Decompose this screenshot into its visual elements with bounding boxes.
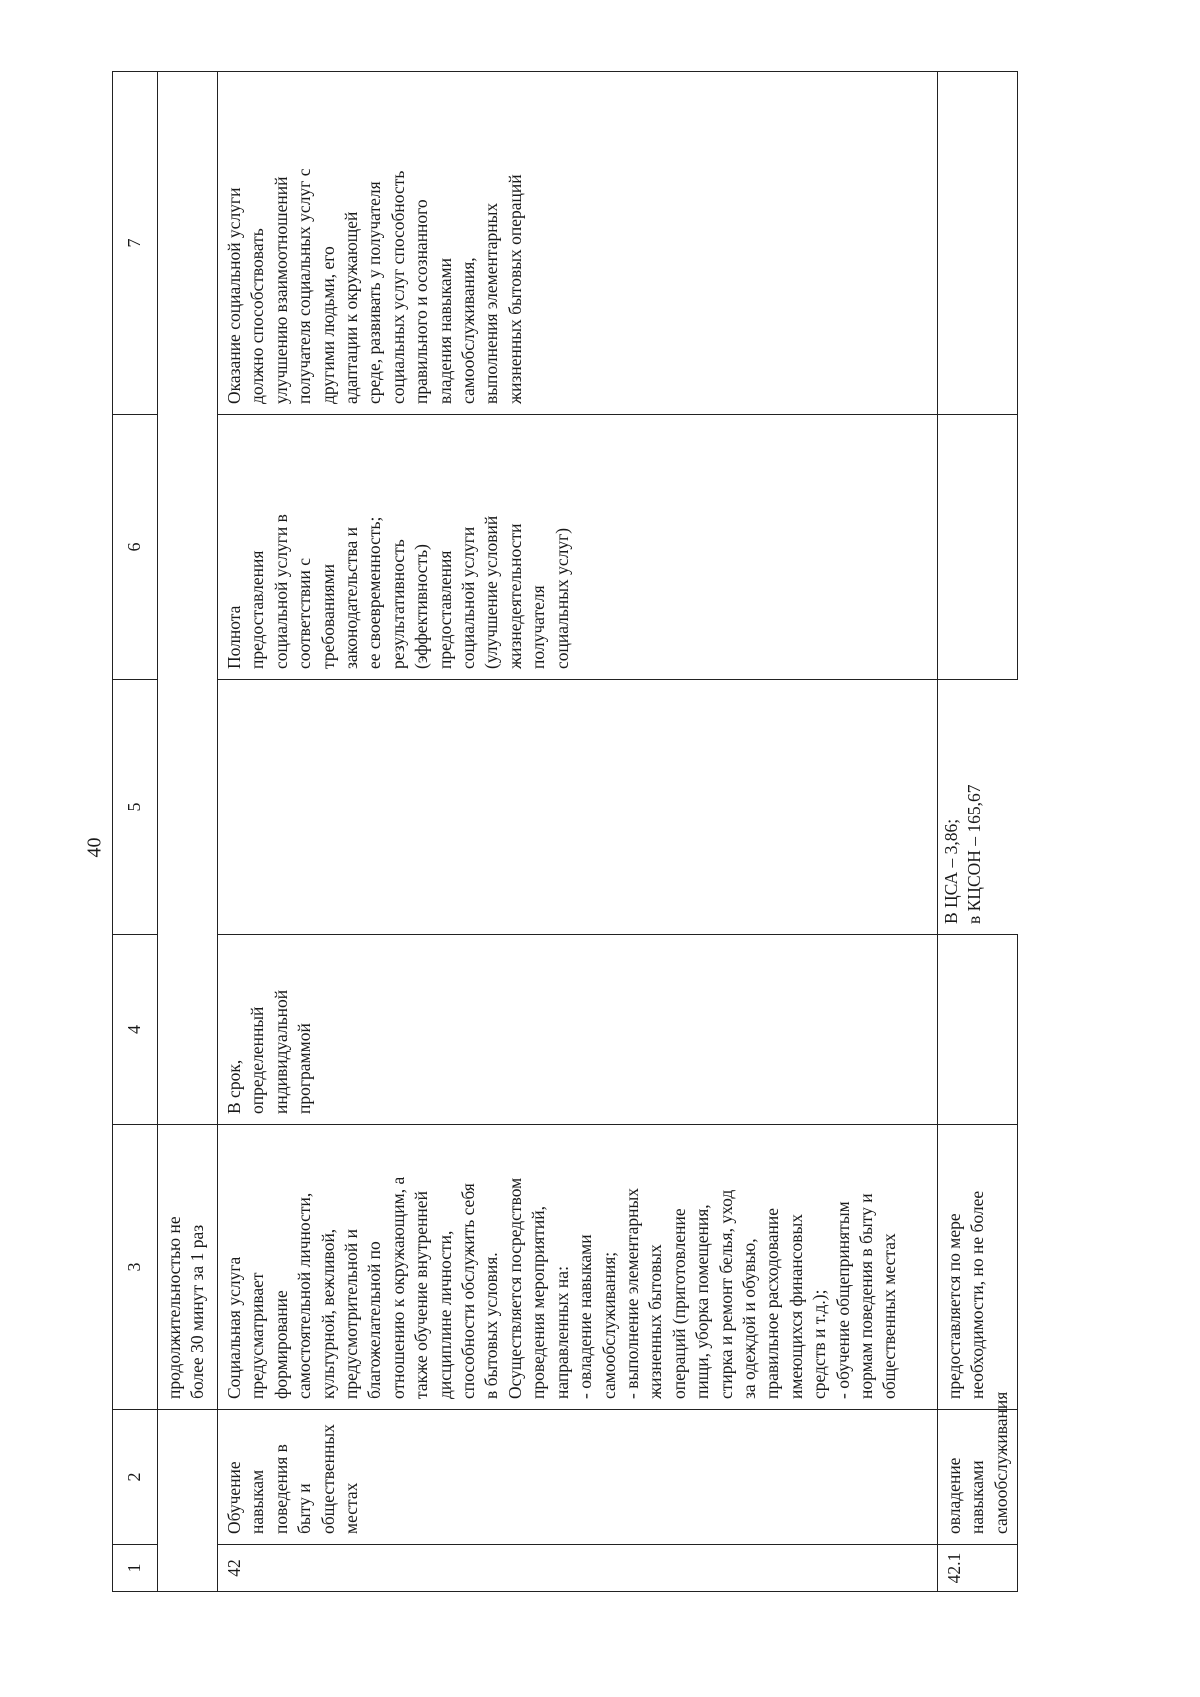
row-42-conditions: Оказание социальной услуги должно способствовать улучшению взаимоотношений получателя социальных услуг с другими людьми, его адаптации к окружающей среде, развивать у получателя социальных услуг способность правильного и осознанного владения навыками самообслуживания, выполнения элементарных жизненных бытовых операций [218,72,938,415]
row-42-1-tariff: В ЦСА – 3,86; в КЦСОН – 165,67 [938,680,1018,935]
row-42-1-conditions [938,72,1018,415]
row-42-service-name: Обучение навыкам поведения в быту и общественных местах [218,1410,938,1545]
cont-cell-2 [158,1410,218,1545]
row-42-1-service-name: овладение навыками самообслуживания [938,1410,1018,1545]
header-cell-6: 6 [113,415,158,680]
row-42-indicators: Полнота предоставления социальной услуги в соответствии с требованиями законодательства и ее своевременность; результативность (эффективность) предоставления социальной услуги (улучшение условий жизнедеятельности получателя социальных услуг) [218,415,938,680]
header-row [113,72,158,1592]
row-42-1-number: 42.1 [938,1545,1018,1592]
cont-cell-7 [158,72,218,415]
cont-cell-3: продолжительностью не более 30 минут за 1 раз [158,1125,218,1410]
header-cell-5: 5 [113,680,158,935]
row-42 [218,72,938,1592]
cont-cell-1 [158,1545,218,1592]
row-42-number: 42 [218,1545,938,1592]
page-number: 40 [83,837,106,858]
row-42-tariff [218,680,938,935]
cont-cell-6 [158,415,218,680]
row-42-1-term [938,935,1018,1125]
cont-cell-5 [158,680,218,935]
row-42-1-indicators [938,415,1018,680]
header-cell-1: 1 [113,1545,158,1592]
continuation-row [158,72,218,1592]
services-table [112,71,1018,1592]
row-42-1 [938,72,1018,1592]
header-cell-2: 2 [113,1410,158,1545]
cont-cell-4 [158,935,218,1125]
row-42-description: Социальная услуга предусматривает формирование самостоятельной личности, культурной, вежливой, предусмотрительной и благожелательной по отношению к окружающим, а также обучение внутренней дисциплине личности, способности обслужить себя в бытовых условия. Осуществляется посредством проведения мероприятий, направленных на: - овладение навыками самообслуживания; - выполнение элементарных жизненных бытовых операций (приготовление пищи, уборка помещения, стирка и ремонт белья, уход за одеждой и обувью, правильное расходование имеющихся финансовых средств и т.д.); - обучение общепринятым нормам поведения в быту и общественных местах [218,1125,938,1410]
header-cell-4: 4 [113,935,158,1125]
header-cell-3: 3 [113,1125,158,1410]
row-42-1-description: предоставляется по мере необходимости, но не более [938,1125,1018,1410]
row-42-term: В срок, определенный индивидуальной программой [218,935,938,1125]
rotated-table-container [112,72,1112,1592]
header-cell-7: 7 [113,72,158,415]
